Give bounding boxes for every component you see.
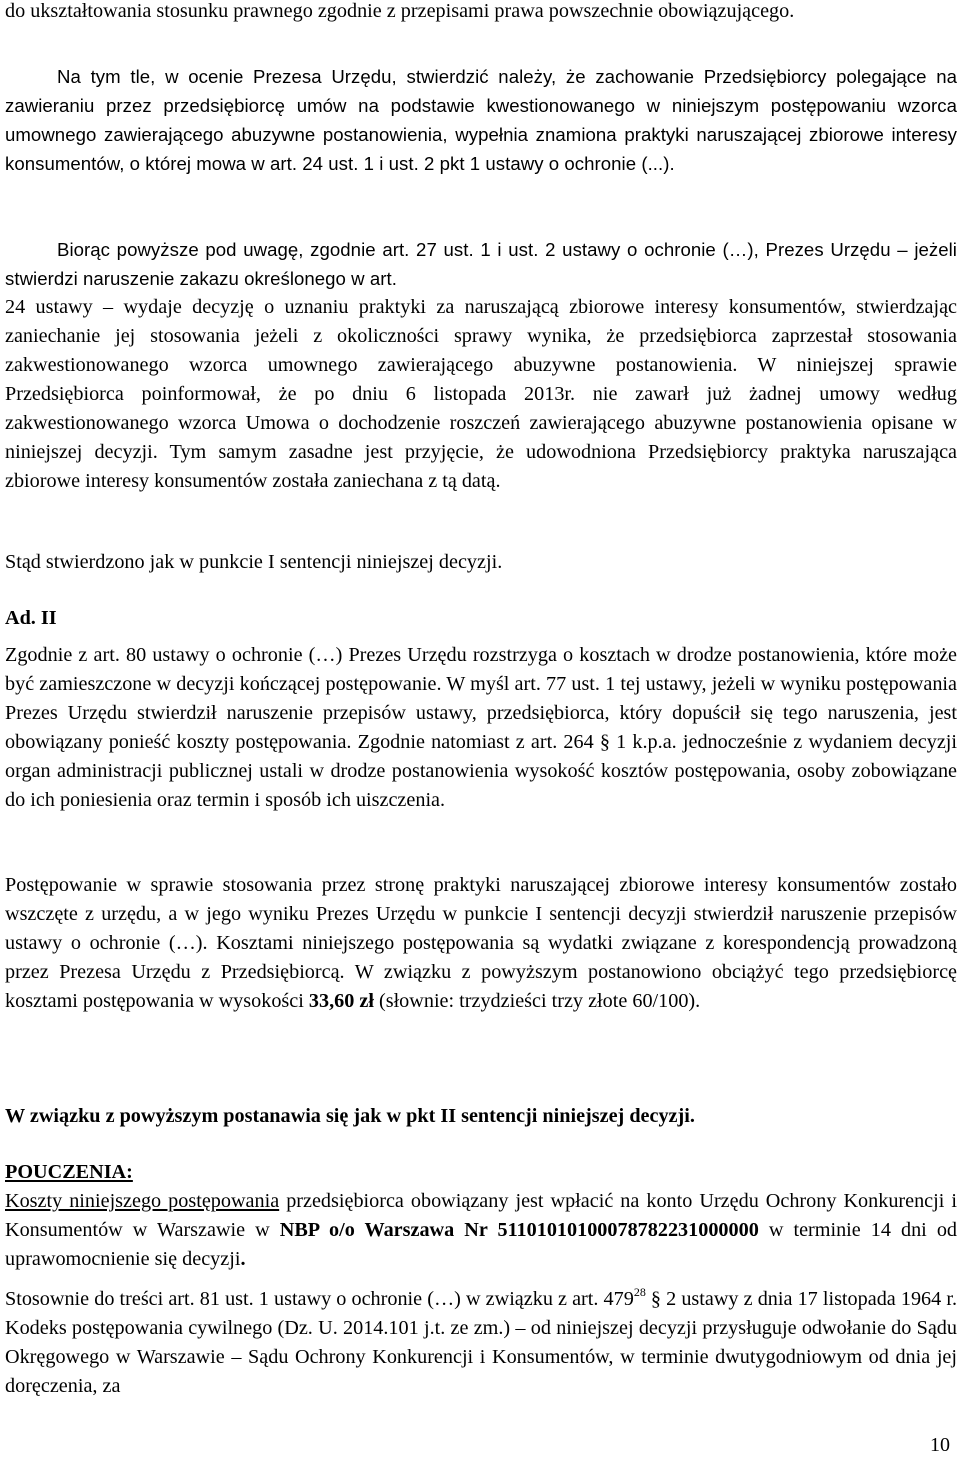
costs-amount: 33,60 zł: [308, 990, 374, 1012]
payment-text: przedsiębiorca obowiązany jest wpłacić na konto Urzędu Ochrony Konkurencji i Konsumentów w Warszawie w: [5, 1190, 957, 1241]
heading-ad-ii: Ad. II: [5, 607, 57, 629]
paragraph-costs-conclusion: W związku z powyższym postanawia się jak w pkt II sentencji niniejszej decyzji.: [5, 1105, 695, 1127]
paragraph-costs-assessment: [0, 871, 960, 1016]
paragraph-assessment: Na tym tle, w ocenie Prezesa Urzędu, stwierdzić należy, że zachowanie Przedsiębiorcy polegające na zawieraniu przez przedsiębiorcę umów na podstawie kwestionowanego w niniejszym postępowaniu wzorca umownego zawierającego abuzywne postanowienia, wypełnia znamiona praktyki naruszającej zbiorowe interesy konsumentów, o której mowa w art. 24 ust. 1 i ust. 2 pkt 1 ustawy o ochronie (...).: [5, 66, 957, 174]
appeal-text-post: § 2 ustawy z dnia 17 listopada 1964 r. Kodeks postępowania cywilnego (Dz. U. 2014.101 j.t. ze zm.) – od niniejszej decyzji przysługuje odwołanie do Sądu Okręgowego w Warszawie – Sądu Ochrony Konkurencji i Konsumentów, w terminie dwutygodniowym od dnia jej doręczenia, za: [5, 1288, 957, 1397]
payment-deadline: w terminie 14 dni od uprawomocnienie się decyzji: [5, 1219, 958, 1270]
paragraph-conclusion-i: Stąd stwierdzono jak w punkcie I sentencji niniejszej decyzji.: [5, 551, 503, 573]
paragraph-intro-continuation: do ukształtowania stosunku prawnego zgodnie z przepisami prawa powszechnie obowiązującego.: [5, 0, 795, 22]
paragraph-payment-instruction: [0, 1187, 960, 1274]
paragraph-appeal-instruction: [0, 1285, 960, 1401]
appeal-text-pre: Stosownie do treści art. 81 ust. 1 ustawy o ochronie (…) w związku z art. 479: [5, 1288, 634, 1310]
costs-link-text: Koszty niniejszego postępowania: [5, 1190, 280, 1212]
paragraph-legal-basis-lead: Biorąc powyższe pod uwagę, zgodnie art. 27 ust. 1 i ust. 2 ustawy o ochronie (…), Prezes Urzędu – jeżeli stwierdzi naruszenie zakazu określonego w art.: [5, 239, 957, 289]
costs-text-post: (słownie: trzydzieści trzy złote 60/100).: [373, 990, 701, 1012]
payment-dot: .: [240, 1248, 246, 1270]
article-superscript: 28: [633, 1285, 646, 1299]
bank-account: NBP o/o Warszawa Nr 51101010100078782231000000: [279, 1219, 759, 1241]
costs-text-pre: Postępowanie w sprawie stosowania przez stronę praktyki naruszającej zbiorowe interesy konsumentów zostało wszczęte z urzędu, a w jego wyniku Prezes Urzędu w punkcie I sentencji decyzji stwierdził naruszenie przepisów ustawy o ochronie (…). Kosztami niniejszego postępowania są wydatki związane z korespondencją prowadzoną przez Prezesa Urzędu z Przedsiębiorcą. W związku z powyższym postanowiono obciążyć tego przedsiębiorcę kosztami postępowania w wysokości: [5, 874, 957, 1012]
paragraph-legal-basis-body: 24 ustawy – wydaje decyzję o uznaniu praktyki za naruszającą zbiorowe interesy konsumentów, stwierdzając zaniechanie jej stosowania jeżeli z okoliczności sprawy wynika, że przedsiębiorca zaprzestał stosowania zakwestionowanego wzorca umownego zawierającego abuzywne postanowienia. W niniejszej sprawie Przedsiębiorca poinformował, że po dniu 6 listopada 2013r. nie zawarł już żadnej umowy według zakwestionowanego wzorca Umowa o dochodzenie roszczeń zawierającego abuzywne postanowienia opisane w niniejszej decyzji. Tym samym zasadne jest przyjęcie, że udowodniona Przedsiębiorcy praktyka naruszająca zbiorowe interesy konsumentów została zaniechana z tą datą.: [5, 296, 957, 492]
heading-pouczenia: POUCZENIA:: [5, 1161, 133, 1183]
page-number: 10: [930, 1434, 950, 1456]
paragraph-costs-legal-basis: Zgodnie z art. 80 ustawy o ochronie (…) Prezes Urzędu rozstrzyga o kosztach w drodze postanowienia, które może być zamieszczone w decyzji kończącej postępowanie. W myśl art. 77 ust. 1 tej ustawy, jeżeli w wyniku postępowania Prezes Urzędu stwierdził naruszenie przepisów ustawy, przedsiębiorca, który dopuścił się tego naruszenia, jest obowiązany ponieść koszty postępowania. Zgodnie natomiast z art. 264 § 1 k.p.a. jednocześnie z wydaniem decyzji organ administracji publicznej ustali w drodze postanowienia wysokość kosztów postępowania, osoby zobowiązane do ich poniesienia oraz termin i sposób ich uiszczenia.: [5, 644, 957, 811]
paragraph-legal-basis: [0, 235, 960, 496]
